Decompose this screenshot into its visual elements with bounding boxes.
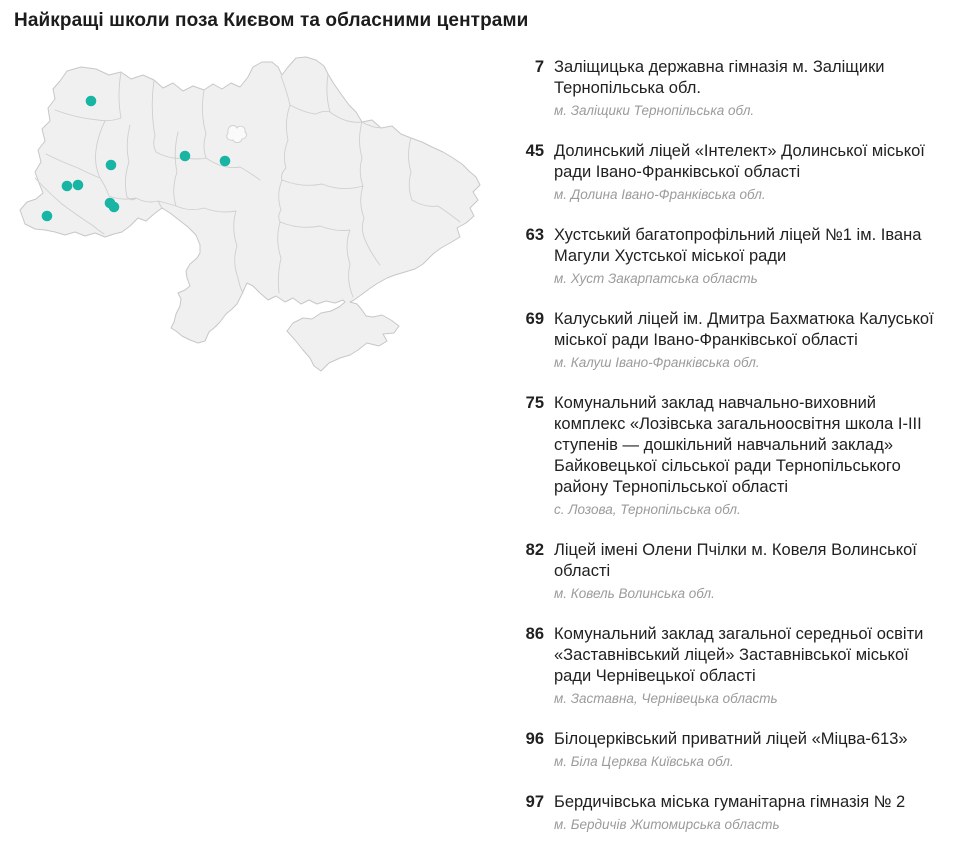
school-list-item [518,729,942,770]
school-name: Комунальний заклад навчально-виховний комплекс «Лозівська загальноосвітня школа І-ІІІ ступенів — дошкільний навчальний заклад» Байковецької сільської ради Тернопільського району Тернопільської області [554,394,922,496]
school-location: м. Заставна, Чернівецька область [554,691,778,706]
school-dot[interactable] [106,160,117,171]
school-rank: 45 [525,142,544,160]
school-location: м. Біла Церква Київська обл. [554,754,734,769]
school-name: Калуський ліцей ім. Дмитра Бахматюка Калуської міської ради Івано-Франківської області [554,310,934,349]
school-name: Білоцерківський приватний ліцей «Міцва-613» [554,730,908,748]
school-list-item [518,792,942,833]
school-list-item [518,141,942,203]
school-rank: 86 [525,625,544,643]
school-dot[interactable] [62,181,73,192]
school-list-item [518,540,942,602]
ukraine-map [10,50,510,400]
school-dot[interactable] [73,180,84,191]
school-dot[interactable] [42,211,53,222]
school-location: м. Долина Івано-Франківська обл. [554,187,766,202]
school-dot[interactable] [109,202,120,213]
school-rank: 96 [525,730,544,748]
school-text [554,540,942,602]
school-list-item [518,624,942,707]
school-rank: 63 [525,226,544,244]
school-name: Заліщицька державна гімназія м. Заліщики Тернопільська обл. [554,58,885,97]
school-rank: 69 [525,310,544,328]
school-name: Хустський багатопрофільний ліцей №1 ім. Івана Магули Хустської міської ради [554,226,922,265]
school-rank: 75 [525,394,544,412]
school-list-item [518,393,942,518]
school-text [554,141,942,203]
page-title: Найкращі школи поза Києвом та обласними центрами [14,10,529,31]
school-name: Долинський ліцей «Інтелект» Долинської міської ради Івано-Франківської області [554,142,925,181]
school-text [554,729,942,770]
school-dot[interactable] [180,151,191,162]
school-location: м. Заліщики Тернопільська обл. [554,103,755,118]
ukraine-map-svg [10,50,510,400]
school-rank: 97 [525,793,544,811]
school-name: Ліцей імені Олени Пчілки м. Ковеля Волинської області [554,541,917,580]
school-dot[interactable] [220,156,231,167]
school-text [554,309,942,371]
school-text [554,624,942,707]
school-location: м. Бердичів Житомирська область [554,817,780,832]
school-rank: 7 [534,58,544,76]
school-location: м. Калуш Івано-Франківська обл. [554,355,760,370]
school-list [518,57,942,855]
school-list-item [518,309,942,371]
school-location: с. Лозова, Тернопільська обл. [554,502,741,517]
school-name: Бердичівська міська гуманітарна гімназія № 2 [554,793,906,811]
school-dot[interactable] [86,96,97,107]
school-text [554,57,942,119]
school-text [554,225,942,287]
school-rank: 82 [525,541,544,559]
school-text [554,792,942,833]
school-list-item [518,225,942,287]
school-name: Комунальний заклад загальної середньої освіти «Заставнівський ліцей» Заставнівської міської ради Чернівецької області [554,625,924,685]
school-location: м. Ковель Волинська обл. [554,586,715,601]
school-location: м. Хуст Закарпатська область [554,271,758,286]
school-text [554,393,942,518]
school-list-item [518,57,942,119]
